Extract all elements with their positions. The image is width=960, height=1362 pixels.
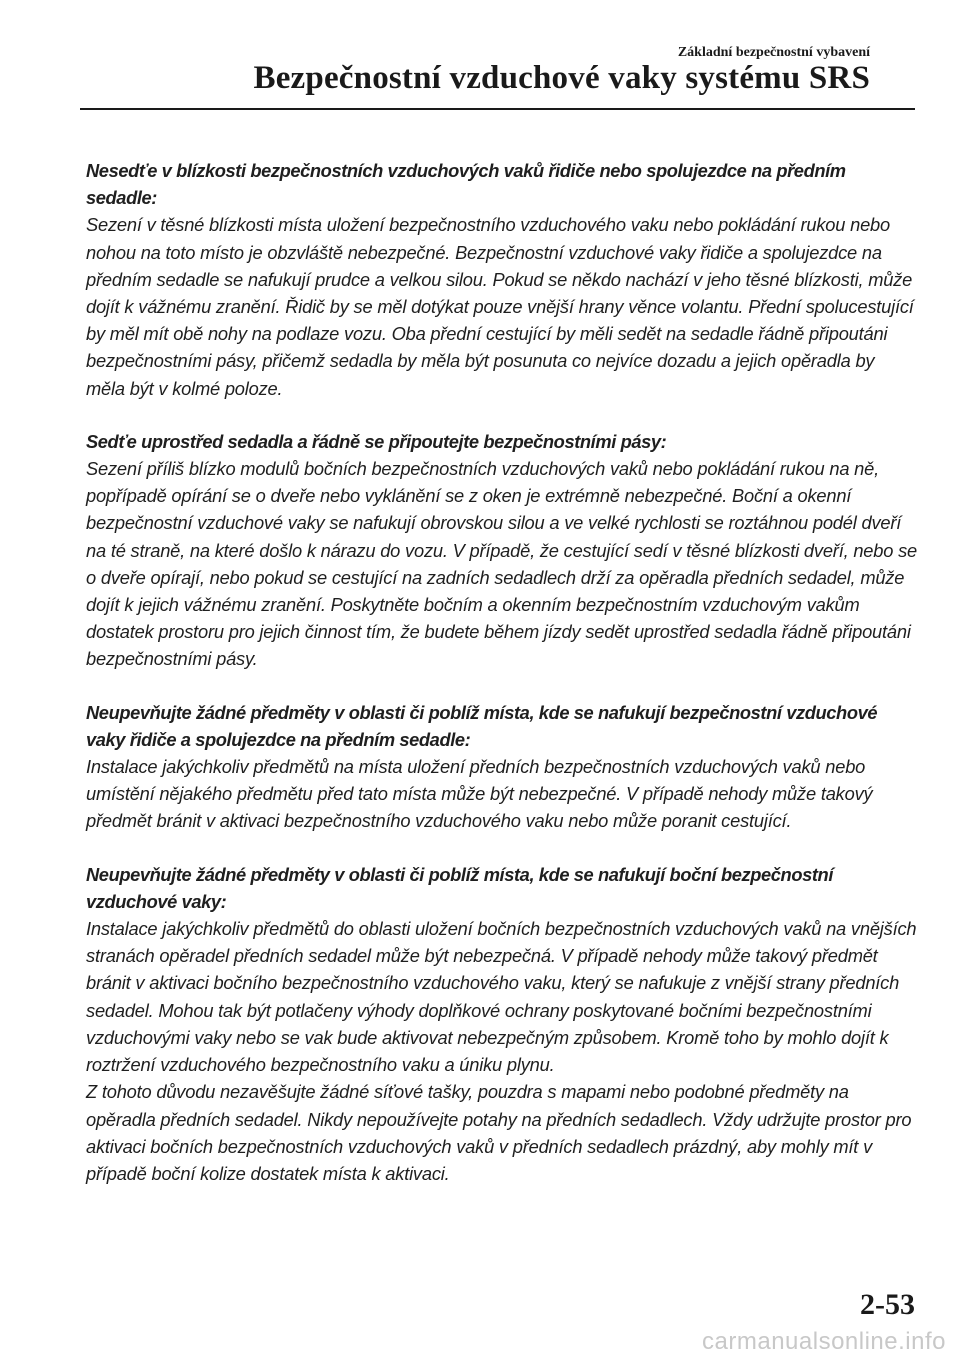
page-number: 2-53 — [860, 1288, 915, 1321]
block-paragraph: Sezení příliš blízko modulů bočních bezpečnostních vzduchových vaků nebo pokládání rukou na ně, popřípadě opírání se o dveře nebo vyklánění se z oken je extrémně nebezpečné. Boční a okenní bezpečnostní vzduchové vaky se nafukují obrovskou silou a ve velké rychlosti se roztáhnou podél dveří na té straně, na které došlo k nárazu do vozu. V případě, že cestující sedí v těsné blízkosti dveří, nebo se o dveře opírají, nebo pokud se cestující na zadních sedadlech drží za opěradla předních sedadel, může dojít k jejich vážnému zranění. Poskytněte bočním a okenním bezpečnostním vzduchovým vakům dostatek prostoru pro jejich činnost tím, že budete během jízdy sedět uprostřed sedadla řádně připoutáni bezpečnostními pásy. — [86, 458, 917, 670]
section-title: Základní bezpečnostní vybavení — [677, 45, 870, 60]
block-title: Neupevňujte žádné předměty v oblasti či poblíž místa, kde se nafukují bezpečnostní vzduchové vaky řidiče a spolujezdce na předním sedadle: — [86, 701, 878, 750]
warning-block — [86, 861, 918, 1187]
header-divider — [80, 108, 915, 110]
watermark: carmanualsonline.info — [702, 1328, 946, 1355]
main-content — [86, 157, 918, 1213]
warning-block — [86, 428, 918, 673]
block-paragraph: Instalace jakýchkoliv předmětů do oblasti uložení bočních bezpečnostních vzduchových vaků na vnějších stranách opěradel předních sedadel může být nebezpečná. V případě nehody může takový předmět bránit v aktivaci bočního bezpečnostního vzduchového vaku, který se nafukuje z vnější strany předních sedadel. Mohou tak být potlačeny výhody doplňkové ochrany poskytované bočními bezpečnostními vzduchovými vaky nebo se vak bude aktivovat nebezpečným způsobem. Kromě toho by mohlo dojít k roztržení vzduchového bezpečnostního vaku a úniku plynu. — [86, 918, 917, 1076]
block-title: Sedťe uprostřed sedadla a řádně se připoutejte bezpečnostními pásy: — [86, 430, 667, 452]
block-title: Neupevňujte žádné předměty v oblasti či poblíž místa, kde se nafukují boční bezpečnostní vzduchové vaky: — [86, 863, 833, 912]
block-paragraph: Sezení v těsné blízkosti místa uložení bezpečnostního vzduchového vaku nebo pokládání rukou nebo nohou na toto místo je obzvláště nebezpečné. Bezpečnostní vzduchové vaky řidiče a spolujezdce na předním sedadle se nafukují prudce a velkou silou. Pokud se někdo nachází v jeho těsné blízkosti, může dojít k vážnému zranění. Řidič by se měl dotýkat pouze vnější hrany věnce volantu. Přední spolucestující by měl mít obě nohy na podlaze vozu. Oba přední cestující by měli sedět na sedadle řádně připoutáni bezpečnostními pásy, přičemž sedadla by měla být posunuta co nejvíce dozadu a jejich opěradla by měla být v kolmé poloze. — [86, 214, 914, 399]
block-paragraph: Instalace jakýchkoliv předmětů na místa uložení předních bezpečnostních vzduchových vaků nebo umístění nějakého předmětu před tato místa může být nebezpečné. V případě nehody může takový předmět bránit v aktivaci bezpečnostního vzduchového vaku nebo může poranit cestující. — [86, 756, 873, 832]
block-title: Nesedťe v blízkosti bezpečnostních vzduchových vaků řidiče nebo spolujezdce na předním sedadle: — [86, 160, 846, 209]
chapter-title: Bezpečnostní vzduchové vaky systému SRS — [253, 60, 870, 96]
warning-block — [86, 157, 918, 402]
warning-block — [86, 699, 918, 835]
block-paragraph: Z tohoto důvodu nezavěšujte žádné síťové tašky, pouzdra s mapami nebo podobné předměty na opěradla předních sedadel. Nikdy nepoužívejte potahy na předních sedadlech. Vždy udržujte prostor pro aktivaci bočních bezpečnostních vzduchových vaků v předních sedadlech prázdný, aby mohly mít v případě boční kolize dostatek místa k aktivaci. — [86, 1081, 912, 1184]
